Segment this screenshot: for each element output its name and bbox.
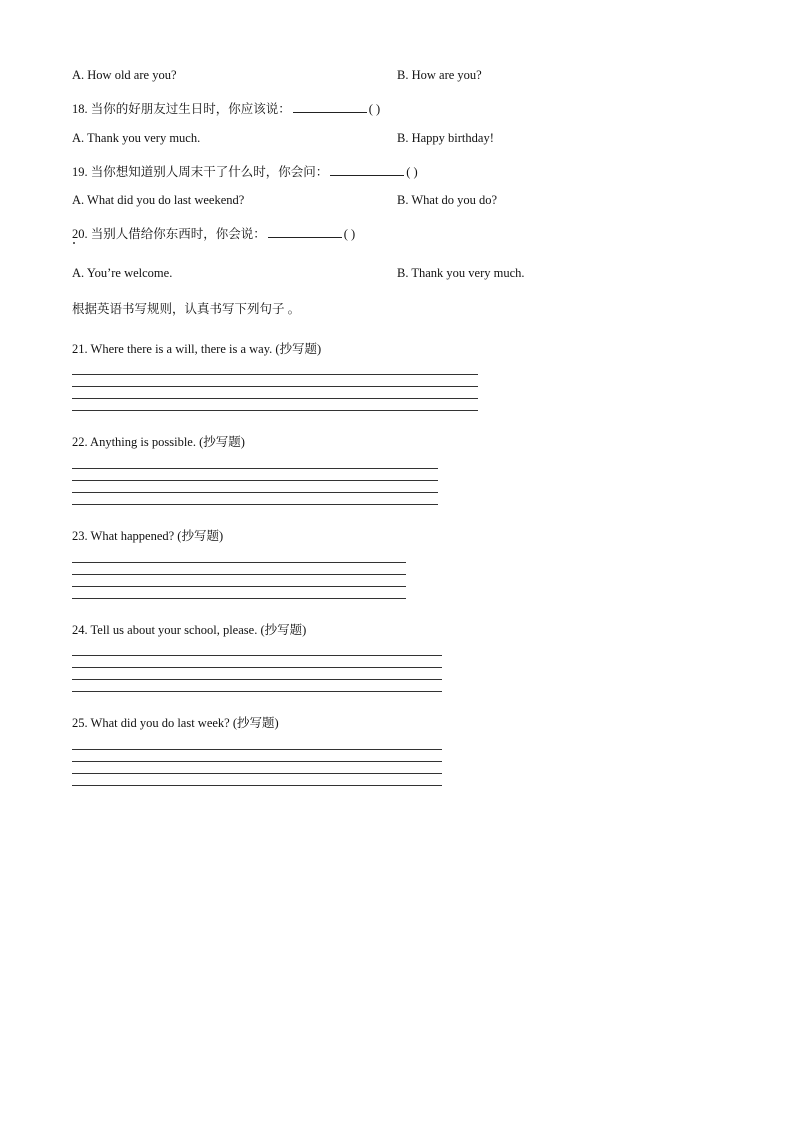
copy-task-24-label: 24. Tell us about your school, please. (抄写题)	[72, 623, 307, 637]
q20-option-b: B. Thank you very much.	[397, 266, 525, 280]
q19-stem-row	[72, 162, 418, 180]
q18-stem: 18. 当你的好朋友过生日时，你应该说：	[72, 102, 291, 116]
writing-line	[72, 574, 406, 586]
copy-task-23-label: 23. What happened? (抄写题)	[72, 529, 224, 543]
q17-option-b: B. How are you?	[397, 68, 482, 82]
stray-dot	[73, 242, 75, 244]
writing-line	[72, 374, 478, 386]
writing-line	[72, 468, 438, 480]
q18-paren: ( )	[368, 102, 381, 116]
q19-stem: 19. 当你想知道别人周末干了什么时，你会问：	[72, 165, 329, 179]
copy-task-23-writing-lines[interactable]	[72, 562, 406, 610]
copy-task-25-label: 25. What did you do last week? (抄写题)	[72, 716, 279, 730]
copy-task-21-label: 21. Where there is a will, there is a way. (抄写题)	[72, 342, 322, 356]
writing-line	[72, 749, 442, 761]
q19-answer-blank[interactable]	[330, 163, 404, 176]
q20-option-a: A. You’re welcome.	[72, 266, 173, 280]
writing-line	[72, 492, 438, 504]
writing-line	[72, 773, 442, 785]
writing-line	[72, 386, 478, 398]
q20-answer-blank[interactable]	[268, 225, 342, 238]
copy-task-22-label: 22. Anything is possible. (抄写题)	[72, 435, 245, 449]
q17-option-a: A. How old are you?	[72, 68, 177, 82]
q19-paren: ( )	[406, 165, 418, 179]
q18-option-b: B. Happy birthday!	[397, 131, 494, 145]
writing-line	[72, 480, 438, 492]
writing-line	[72, 667, 442, 679]
writing-line	[72, 598, 406, 610]
writing-line	[72, 398, 478, 410]
copy-task-24-writing-lines[interactable]	[72, 655, 442, 703]
copy-task-21-writing-lines[interactable]	[72, 374, 478, 422]
writing-line	[72, 761, 442, 773]
copy-task-25-writing-lines[interactable]	[72, 749, 442, 797]
q18-option-a: A. Thank you very much.	[72, 131, 201, 145]
writing-line	[72, 785, 442, 797]
writing-line	[72, 410, 478, 422]
q19-option-b: B. What do you do?	[397, 193, 498, 207]
writing-line	[72, 655, 442, 667]
q20-paren: ( )	[343, 227, 356, 241]
writing-line	[72, 679, 442, 691]
q20-stem-row	[72, 224, 355, 242]
writing-line	[72, 586, 406, 598]
writing-line	[72, 562, 406, 574]
q18-answer-blank[interactable]	[293, 100, 367, 113]
q18-stem-row	[72, 99, 380, 117]
copy-task-22-writing-lines[interactable]	[72, 468, 438, 516]
section-instruction: 根据英语书写规则，认真书写下列句子 。	[72, 302, 301, 316]
q20-stem: 20. 当别人借给你东西时，你会说：	[72, 227, 266, 241]
writing-line	[72, 504, 438, 516]
writing-line	[72, 691, 442, 703]
q19-option-a: A. What did you do last weekend?	[72, 193, 245, 207]
